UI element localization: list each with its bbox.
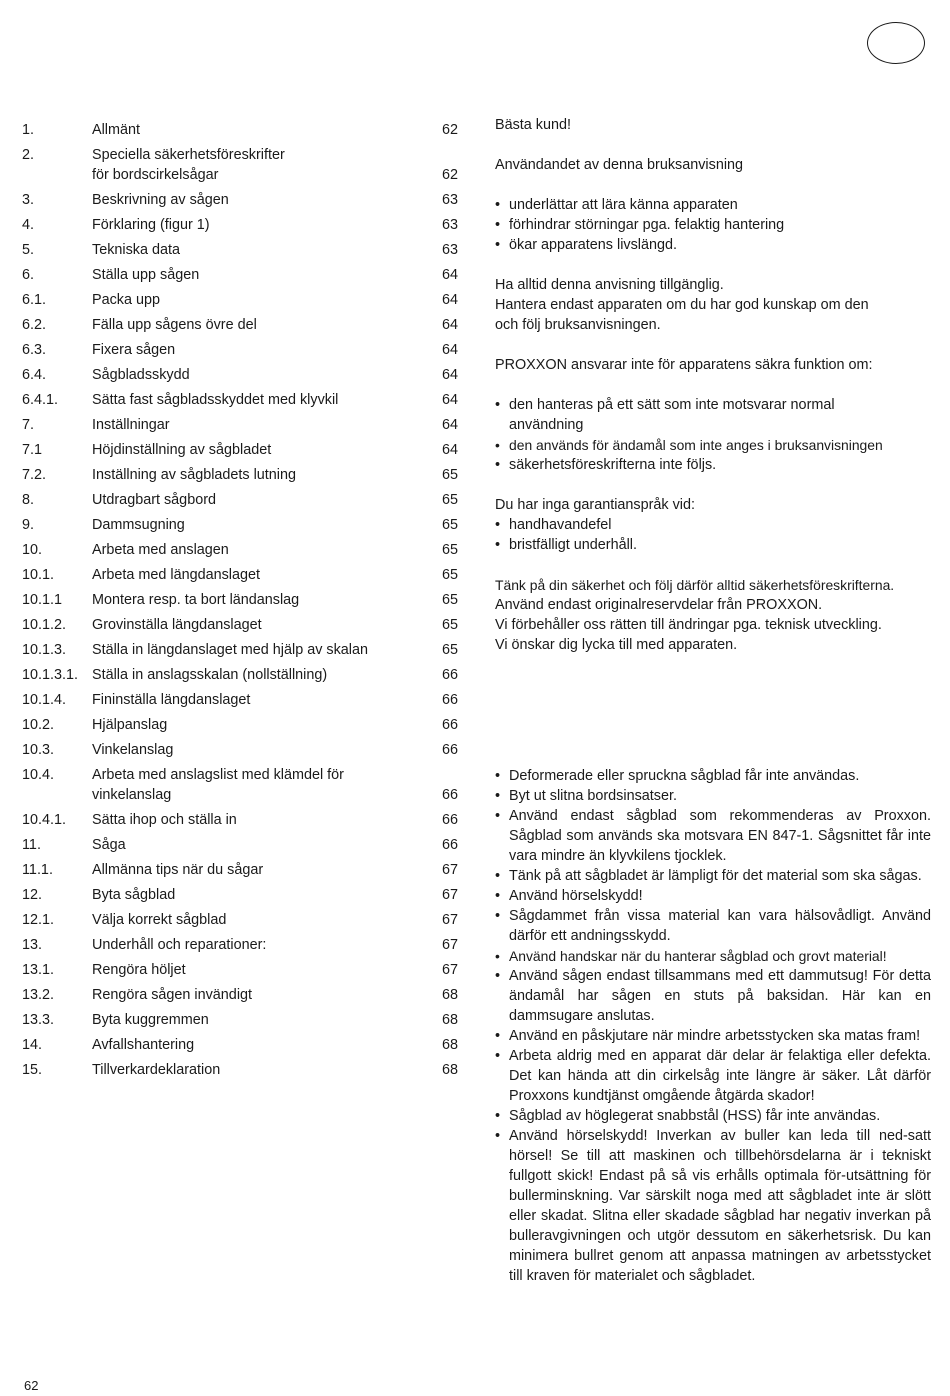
toc-number: 12. (22, 887, 43, 903)
toc-page: 64 (441, 367, 458, 383)
toc-number: 6.2. (22, 317, 47, 333)
toc-page: 64 (441, 267, 458, 283)
toc-title-line: Sågbladsskydd (92, 367, 190, 383)
toc-title-line: Sätta ihop och ställa in (92, 812, 237, 828)
toc-title (92, 190, 422, 210)
toc-page: 63 (441, 242, 458, 258)
keep-line: och följ bruksanvisningen. (495, 317, 661, 333)
safety-list (495, 766, 931, 1286)
toc-page: 66 (441, 692, 458, 708)
toc-title (92, 640, 422, 660)
toc-title (92, 290, 422, 310)
warranty-heading: Du har inga garantianspråk vid: (495, 497, 695, 513)
toc-title-line: Allmänt (92, 122, 140, 138)
toc-number: 14. (22, 1037, 43, 1053)
liability-heading: PROXXON ansvarar inte för apparatens säkra funktion om: (495, 357, 873, 373)
toc-title (92, 515, 422, 535)
toc-title-line: vinkelanslag (92, 787, 172, 803)
toc-page: 65 (441, 492, 458, 508)
toc-page: 66 (441, 667, 458, 683)
toc-title-line: Rengöra höljet (92, 962, 186, 978)
toc-title-line: Byta sågblad (92, 887, 176, 903)
toc-row (22, 640, 458, 660)
toc-number: 10.1.4. (22, 692, 67, 708)
list-item: • säkerhetsföreskrifterna inte följs. (495, 455, 935, 475)
toc-title-line: Dammsugning (92, 517, 185, 533)
toc-row (22, 440, 458, 460)
toc-title (92, 390, 422, 410)
toc-number: 10.1.1 (22, 592, 63, 608)
toc-title-line: Ställa upp sågen (92, 267, 200, 283)
toc-title-line: Arbeta med anslagslist med klämdel för (92, 767, 344, 783)
toc-title-line: Tillverkardeklaration (92, 1062, 221, 1078)
toc-title-line: Allmänna tips när du sågar (92, 862, 264, 878)
toc-row (22, 1035, 458, 1055)
safety-item: • Använd handskar när du hanterar sågblad och grovt material! (495, 946, 931, 966)
toc-title (92, 615, 422, 635)
toc-title (92, 440, 422, 460)
toc-page: 68 (441, 1062, 458, 1078)
toc-number: 7.1 (22, 442, 43, 458)
safety-item: • Byt ut slitna bordsinsatser. (495, 786, 931, 806)
toc-number: 9. (22, 517, 35, 533)
page-number: 62 (24, 1378, 39, 1393)
toc-number: 10.4. (22, 767, 55, 783)
toc-number: 13.3. (22, 1012, 55, 1028)
toc-row (22, 1060, 458, 1080)
toc-title (92, 415, 422, 435)
toc-row (22, 665, 458, 685)
toc-number: 3. (22, 192, 35, 208)
toc-page: 64 (441, 292, 458, 308)
toc-number: 5. (22, 242, 35, 258)
toc-title (92, 1035, 422, 1055)
toc-number: 7. (22, 417, 35, 433)
toc-number: 10. (22, 542, 43, 558)
toc-title-line: Fininställa längdanslaget (92, 692, 251, 708)
toc-row (22, 765, 458, 805)
liability-list (495, 395, 935, 475)
toc-row (22, 265, 458, 285)
toc-title (92, 1010, 422, 1030)
toc-title (92, 860, 422, 880)
safety-item: • Använd sågen endast tillsammans med ett dammutsug! För detta ändamål har sågen en stuts på baksidan. Här kan en dammsugare anslutas. (495, 966, 931, 1026)
toc-row (22, 240, 458, 260)
toc-title (92, 340, 422, 360)
toc-row (22, 490, 458, 510)
toc-number: 6.4.1. (22, 392, 59, 408)
toc-title-line: Tekniska data (92, 242, 180, 258)
toc-page: 62 (441, 167, 458, 183)
toc-title (92, 715, 422, 735)
toc-row (22, 190, 458, 210)
toc-number: 10.1.3.1. (22, 667, 79, 683)
greeting: Bästa kund! (495, 117, 572, 133)
toc-page: 64 (441, 317, 458, 333)
toc-row (22, 365, 458, 385)
toc-number: 2. (22, 147, 35, 163)
toc-row (22, 985, 458, 1005)
toc-number: 13. (22, 937, 43, 953)
list-item: • handhavandefel (495, 515, 935, 535)
toc-number: 10.1.2. (22, 617, 67, 633)
toc-row (22, 540, 458, 560)
toc-title (92, 315, 422, 335)
toc-title-line: Speciella säkerhetsföreskrifter (92, 147, 285, 163)
toc-page: 65 (441, 567, 458, 583)
toc-number: 11. (22, 837, 41, 853)
toc-number: 15. (22, 1062, 43, 1078)
toc-title (92, 765, 422, 805)
toc-title-line: för bordscirkelsågar (92, 167, 219, 183)
toc-title-line: Sätta fast sågbladsskyddet med klyvkil (92, 392, 339, 408)
safety-item: • Sågblad av höglegerat snabbstål (HSS) får inte användas. (495, 1106, 931, 1126)
list-item: • bristfälligt underhåll. (495, 535, 935, 555)
toc-page: 67 (441, 912, 458, 928)
toc-title (92, 1060, 422, 1080)
safety-item: • Använd endast sågblad som rekommenderas av Proxxon. Sågblad som används ska motsvara EN 847-1. Sågsnittet får inte vara mindre än klyvkilens tjocklek. (495, 806, 931, 866)
toc-title-line: Vinkelanslag (92, 742, 174, 758)
toc-number: 4. (22, 217, 35, 233)
toc-title (92, 565, 422, 585)
toc-number: 10.1.3. (22, 642, 67, 658)
table-of-contents (22, 120, 458, 1085)
toc-number: 10.1. (22, 567, 55, 583)
usage-heading: Användandet av denna bruksanvisning (495, 157, 744, 173)
safety-item: • Arbeta aldrig med en apparat där delar är felaktiga eller defekta. Det kan hända att din cirkelsåg inte längre är säker. Låt därför Proxxons kundtjänst omgående åtgärda skador! (495, 1046, 931, 1106)
toc-row (22, 885, 458, 905)
toc-title-line: Packa upp (92, 292, 161, 308)
toc-number: 1. (22, 122, 35, 138)
toc-title (92, 810, 422, 830)
toc-title (92, 240, 422, 260)
toc-title-line: Ställa in längdanslaget med hjälp av skalan (92, 642, 369, 658)
list-item: • underlättar att lära känna apparaten (495, 195, 935, 215)
toc-page: 64 (441, 417, 458, 433)
keep-line: Hantera endast apparaten om du har god kunskap om den (495, 297, 869, 313)
safety-item: • Använd hörselskydd! Inverkan av buller kan leda till ned-satt hörsel! Se till att maskinen och tillbehörsdelarna är i tekniskt fullgott skick! Endast på så vis erhålls optimala för-utsättning för bullerminskning. Var särskilt noga med att sågbladet inte är slött eller skadat. Slitna eller skadade sågblad har negativ inverkan på bulleravgivningen och utgör dessutom en säkerhetsrisk. Du kan minimera bullret genom att anpassa matningen av arbetsstycket till kraven för materialet och sågbladet. (495, 1126, 931, 1286)
list-item: • den används för ändamål som inte anges i bruksanvisningen (495, 435, 935, 455)
safety-item: • Deformerade eller spruckna sågblad får inte användas. (495, 766, 931, 786)
toc-row (22, 810, 458, 830)
toc-number: 6.3. (22, 342, 47, 358)
toc-title-line: Inställning av sågbladets lutning (92, 467, 297, 483)
toc-title (92, 985, 422, 1005)
toc-title-line: Beskrivning av sågen (92, 192, 229, 208)
toc-title-line: Grovinställa längdanslaget (92, 617, 262, 633)
toc-page: 66 (441, 837, 458, 853)
toc-title-line: Fälla upp sågens övre del (92, 317, 257, 333)
toc-number: 10.2. (22, 717, 55, 733)
toc-title-line: Arbeta med anslagen (92, 542, 229, 558)
toc-row (22, 1010, 458, 1030)
toc-title-line: Avfallshantering (92, 1037, 195, 1053)
toc-page: 64 (441, 392, 458, 408)
toc-row (22, 690, 458, 710)
toc-page: 62 (441, 122, 458, 138)
list-item: • förhindrar störningar pga. felaktig hantering (495, 215, 935, 235)
toc-row (22, 145, 458, 185)
closing-line: Tänk på din säkerhet och följ därför alltid säkerhetsföreskrifterna. (495, 577, 895, 593)
safety-item: • Använd hörselskydd! (495, 886, 931, 906)
toc-number: 11.1. (22, 862, 53, 878)
toc-row (22, 120, 458, 140)
toc-title-line: Välja korrekt sågblad (92, 912, 227, 928)
closing-line: Använd endast originalreservdelar från PROXXON. (495, 597, 823, 613)
safety-item: • Sågdammet från vissa material kan vara hälsovådligt. Använd därför ett andningsskydd. (495, 906, 931, 946)
toc-title (92, 910, 422, 930)
toc-row (22, 565, 458, 585)
toc-title (92, 590, 422, 610)
toc-page: 64 (441, 342, 458, 358)
toc-number: 6. (22, 267, 35, 283)
toc-row (22, 935, 458, 955)
toc-row (22, 215, 458, 235)
toc-page: 67 (441, 862, 458, 878)
toc-title (92, 540, 422, 560)
toc-title-line: Montera resp. ta bort ländanslag (92, 592, 300, 608)
toc-number: 6.1. (22, 292, 47, 308)
toc-page: 68 (441, 987, 458, 1003)
toc-page: 64 (441, 442, 458, 458)
usage-list (495, 195, 935, 255)
toc-page: 65 (441, 617, 458, 633)
toc-title (92, 960, 422, 980)
toc-page: 68 (441, 1037, 458, 1053)
toc-title (92, 215, 422, 235)
toc-page: 66 (441, 717, 458, 733)
toc-title (92, 365, 422, 385)
toc-title (92, 465, 422, 485)
toc-title-line: Fixera sågen (92, 342, 176, 358)
toc-row (22, 715, 458, 735)
keep-line: Ha alltid denna anvisning tillgänglig. (495, 277, 724, 293)
toc-page: 66 (441, 812, 458, 828)
list-item: • den hanteras på ett sätt som inte motsvarar normal användning (495, 395, 879, 435)
toc-title (92, 835, 422, 855)
safety-item: • Använd en påskjutare när mindre arbetsstycken ska matas fram! (495, 1026, 931, 1046)
toc-title (92, 690, 422, 710)
toc-row (22, 390, 458, 410)
toc-title (92, 145, 422, 185)
toc-number: 6.4. (22, 367, 47, 383)
toc-page: 68 (441, 1012, 458, 1028)
toc-row (22, 740, 458, 760)
toc-number: 13.1. (22, 962, 55, 978)
warranty-list (495, 515, 935, 555)
intro-section (495, 115, 935, 655)
toc-page: 66 (441, 787, 458, 803)
toc-row (22, 315, 458, 335)
toc-title (92, 935, 422, 955)
safety-item: • Tänk på att sågbladet är lämpligt för det material som ska sågas. (495, 866, 931, 886)
toc-row (22, 465, 458, 485)
toc-row (22, 960, 458, 980)
toc-row (22, 615, 458, 635)
toc-title-line: Utdragbart sågbord (92, 492, 216, 508)
toc-title (92, 120, 422, 140)
closing-line: Vi förbehåller oss rätten till ändringar pga. teknisk utveckling. (495, 617, 882, 633)
toc-number: 8. (22, 492, 35, 508)
toc-title (92, 265, 422, 285)
toc-row (22, 910, 458, 930)
toc-page: 67 (441, 887, 458, 903)
toc-number: 12.1. (22, 912, 55, 928)
toc-title (92, 665, 422, 685)
toc-title-line: Såga (92, 837, 126, 853)
closing-line: Vi önskar dig lycka till med apparaten. (495, 637, 738, 653)
toc-row (22, 860, 458, 880)
toc-number: 13.2. (22, 987, 55, 1003)
toc-page: 67 (441, 937, 458, 953)
toc-row (22, 590, 458, 610)
toc-title-line: Förklaring (figur 1) (92, 217, 210, 233)
toc-row (22, 515, 458, 535)
toc-page: 65 (441, 592, 458, 608)
toc-page: 66 (441, 742, 458, 758)
language-tab-oval (867, 22, 925, 64)
toc-title-line: Rengöra sågen invändigt (92, 987, 253, 1003)
toc-page: 65 (441, 517, 458, 533)
toc-number: 10.4.1. (22, 812, 67, 828)
toc-row (22, 415, 458, 435)
toc-page: 65 (441, 542, 458, 558)
toc-page: 63 (441, 192, 458, 208)
toc-title-line: Underhåll och reparationer: (92, 937, 267, 953)
toc-row (22, 340, 458, 360)
toc-title-line: Hjälpanslag (92, 717, 168, 733)
toc-row (22, 835, 458, 855)
toc-page: 65 (441, 642, 458, 658)
toc-number: 10.3. (22, 742, 55, 758)
toc-number: 7.2. (22, 467, 47, 483)
toc-title-line: Ställa in anslagsskalan (nollställning) (92, 667, 328, 683)
toc-row (22, 290, 458, 310)
toc-title-line: Höjdinställning av sågbladet (92, 442, 272, 458)
toc-title-line: Arbeta med längdanslaget (92, 567, 261, 583)
toc-title (92, 740, 422, 760)
toc-title-line: Byta kuggremmen (92, 1012, 209, 1028)
toc-title-line: Inställningar (92, 417, 170, 433)
toc-page: 63 (441, 217, 458, 233)
toc-title (92, 490, 422, 510)
toc-page: 67 (441, 962, 458, 978)
toc-page: 65 (441, 467, 458, 483)
toc-title (92, 885, 422, 905)
list-item: • ökar apparatens livslängd. (495, 235, 935, 255)
